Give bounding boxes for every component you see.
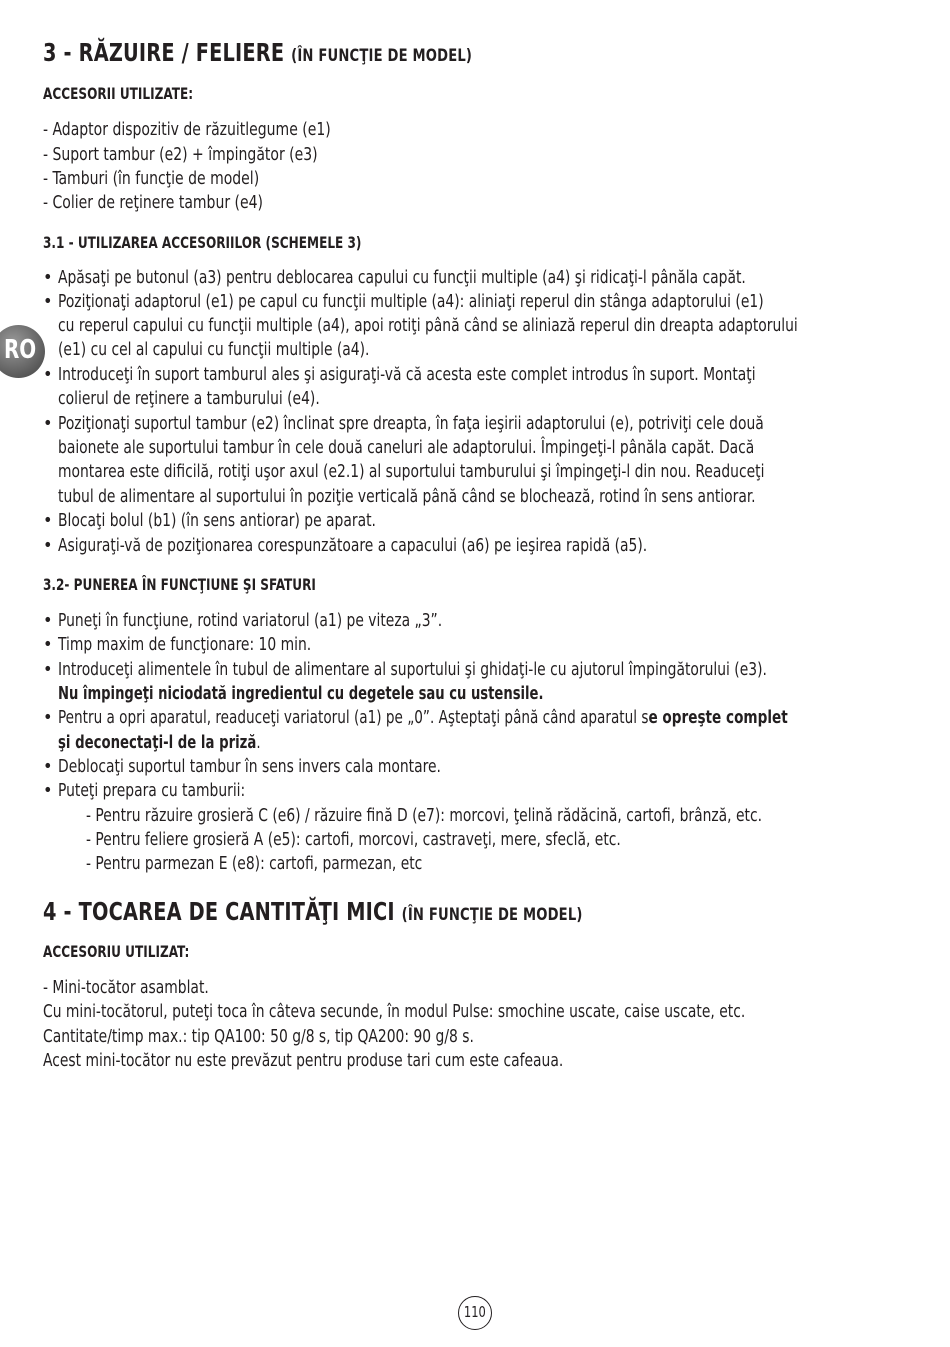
section3-title-main: 3 - RĂZUIRE / FELIERE [43, 38, 292, 67]
section4-line: Acest mini-tocător nu este prevăzut pentru produse tari cum este cafeaua. [43, 1050, 564, 1071]
drum-option: - Pentru răzuire grosieră C (e6) / răzuire fină D (e7): morcovi, ţelină rădăcină, cartofi, brânză, etc. [86, 805, 763, 826]
section4-line: Cantitate/timp max.: tip QA100: 50 g/8 s, tip QA200: 90 g/8 s. [43, 1026, 474, 1047]
section3-title-note: (ÎN FUNCŢIE DE MODEL) [291, 46, 473, 66]
drum-option: - Pentru parmezan E (e8): cartofi, parmezan, etc [86, 853, 423, 874]
section4-title [43, 897, 583, 926]
accessory-item: - Adaptor dispozitiv de răzuitlegume (e1) [43, 119, 331, 140]
section3-title [43, 38, 472, 67]
accessory-item: - Colier de reţinere tambur (e4) [43, 192, 263, 213]
language-tab-label: RO [4, 335, 37, 365]
section4-title-main: 4 - TOCAREA DE CANTITĂŢI MICI [43, 897, 402, 926]
page-number: 110 [458, 1296, 492, 1330]
subsection-3-2-heading: 3.2- PUNEREA ÎN FUNCŢIUNE ŞI SFATURI [43, 575, 316, 594]
accessory-item: - Suport tambur (e2) + împingător (e3) [43, 144, 318, 165]
section4-line: Cu mini-tocătorul, puteţi toca în câteva secunde, în modul Pulse: smochine uscate, caise uscate, etc. [43, 1001, 746, 1022]
subsection-3-1-heading: 3.1 - UTILIZAREA ACCESORIILOR (SCHEMELE 3) [43, 233, 362, 252]
section4-line: - Mini-tocător asamblat. [43, 977, 209, 998]
accessory-item: - Tamburi (în funcţie de model) [43, 168, 260, 189]
accessory-heading: ACCESORIU UTILIZAT: [43, 942, 190, 961]
language-tab-ro [0, 325, 45, 378]
section4-title-note: (ÎN FUNCŢIE DE MODEL) [401, 905, 583, 925]
accessories-heading: ACCESORII UTILIZATE: [43, 84, 194, 103]
drum-option: - Pentru feliere grosieră A (e5): cartofi, morcovi, castraveţi, mere, sfeclă, etc. [86, 829, 621, 850]
